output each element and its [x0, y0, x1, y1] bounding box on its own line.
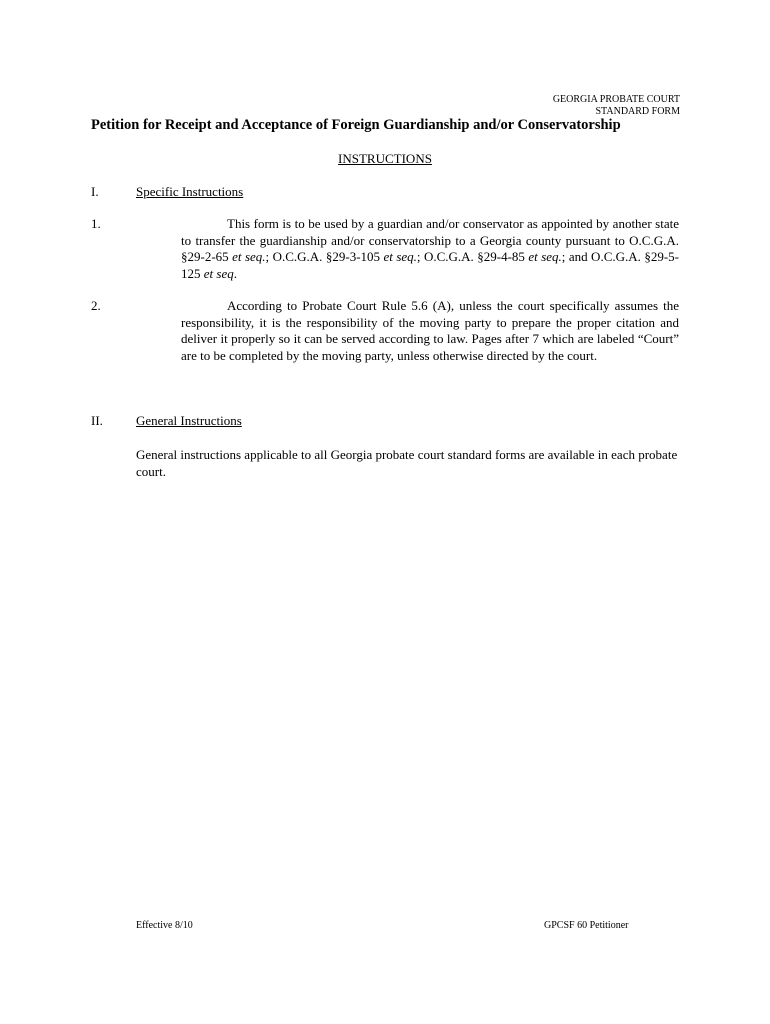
item-2-text: [181, 298, 679, 365]
section-2-numeral: II.: [91, 413, 103, 428]
item-1-em-3: et seq.: [528, 249, 562, 265]
general-instructions-text: General instructions applicable to all Georgia probate court standard forms are available in each probate court.: [136, 447, 678, 479]
section-2-heading: General Instructions: [136, 413, 242, 428]
item-1-em-1: et seq.: [232, 249, 266, 265]
item-1-text: [181, 216, 679, 283]
item-2-number: 2.: [91, 298, 101, 313]
item-1-em-2: et seq.: [383, 249, 417, 265]
footer-effective-date: Effective 8/10: [136, 920, 193, 931]
item-1-text-e: .: [233, 266, 237, 282]
form-type: STANDARD FORM: [595, 106, 680, 117]
item-1-text-b: ; O.C.G.A. §29-3-105: [265, 249, 384, 265]
section-1-heading: Specific Instructions: [136, 184, 244, 199]
instructions-heading: INSTRUCTIONS: [338, 151, 432, 166]
court-name: GEORGIA PROBATE COURT: [552, 94, 680, 105]
item-1-em-4: et seq: [203, 266, 234, 282]
item-1-number: 1.: [91, 216, 101, 231]
footer-form-code: GPCSF 60 Petitioner: [544, 920, 629, 931]
item-1-text-a: This form is to be used by a guardian and/or conservator as appointed by another state to transfer the guardianship and/or conservatorship to a Georgia county pursuant to O.C.G.A. §29-2-65: [181, 216, 679, 265]
item-1-text-c: ; O.C.G.A. §29-4-85: [416, 249, 529, 265]
item-1-text-d: ; and O.C.G.A. §29-5-125: [181, 249, 679, 282]
item-2-body: According to Probate Court Rule 5.6 (A), unless the court specifically assumes the responsibility, it is the responsibility of the moving party to prepare the proper citation and deliver it properly so it can be served according to law. Pages after 7 which are labeled “Court” are to be completed by the moving party, unless otherwise directed by the court.: [181, 298, 679, 364]
section-1-numeral: I.: [91, 184, 99, 199]
page-title: Petition for Receipt and Acceptance of Foreign Guardianship and/or Conservatorship: [91, 117, 621, 133]
